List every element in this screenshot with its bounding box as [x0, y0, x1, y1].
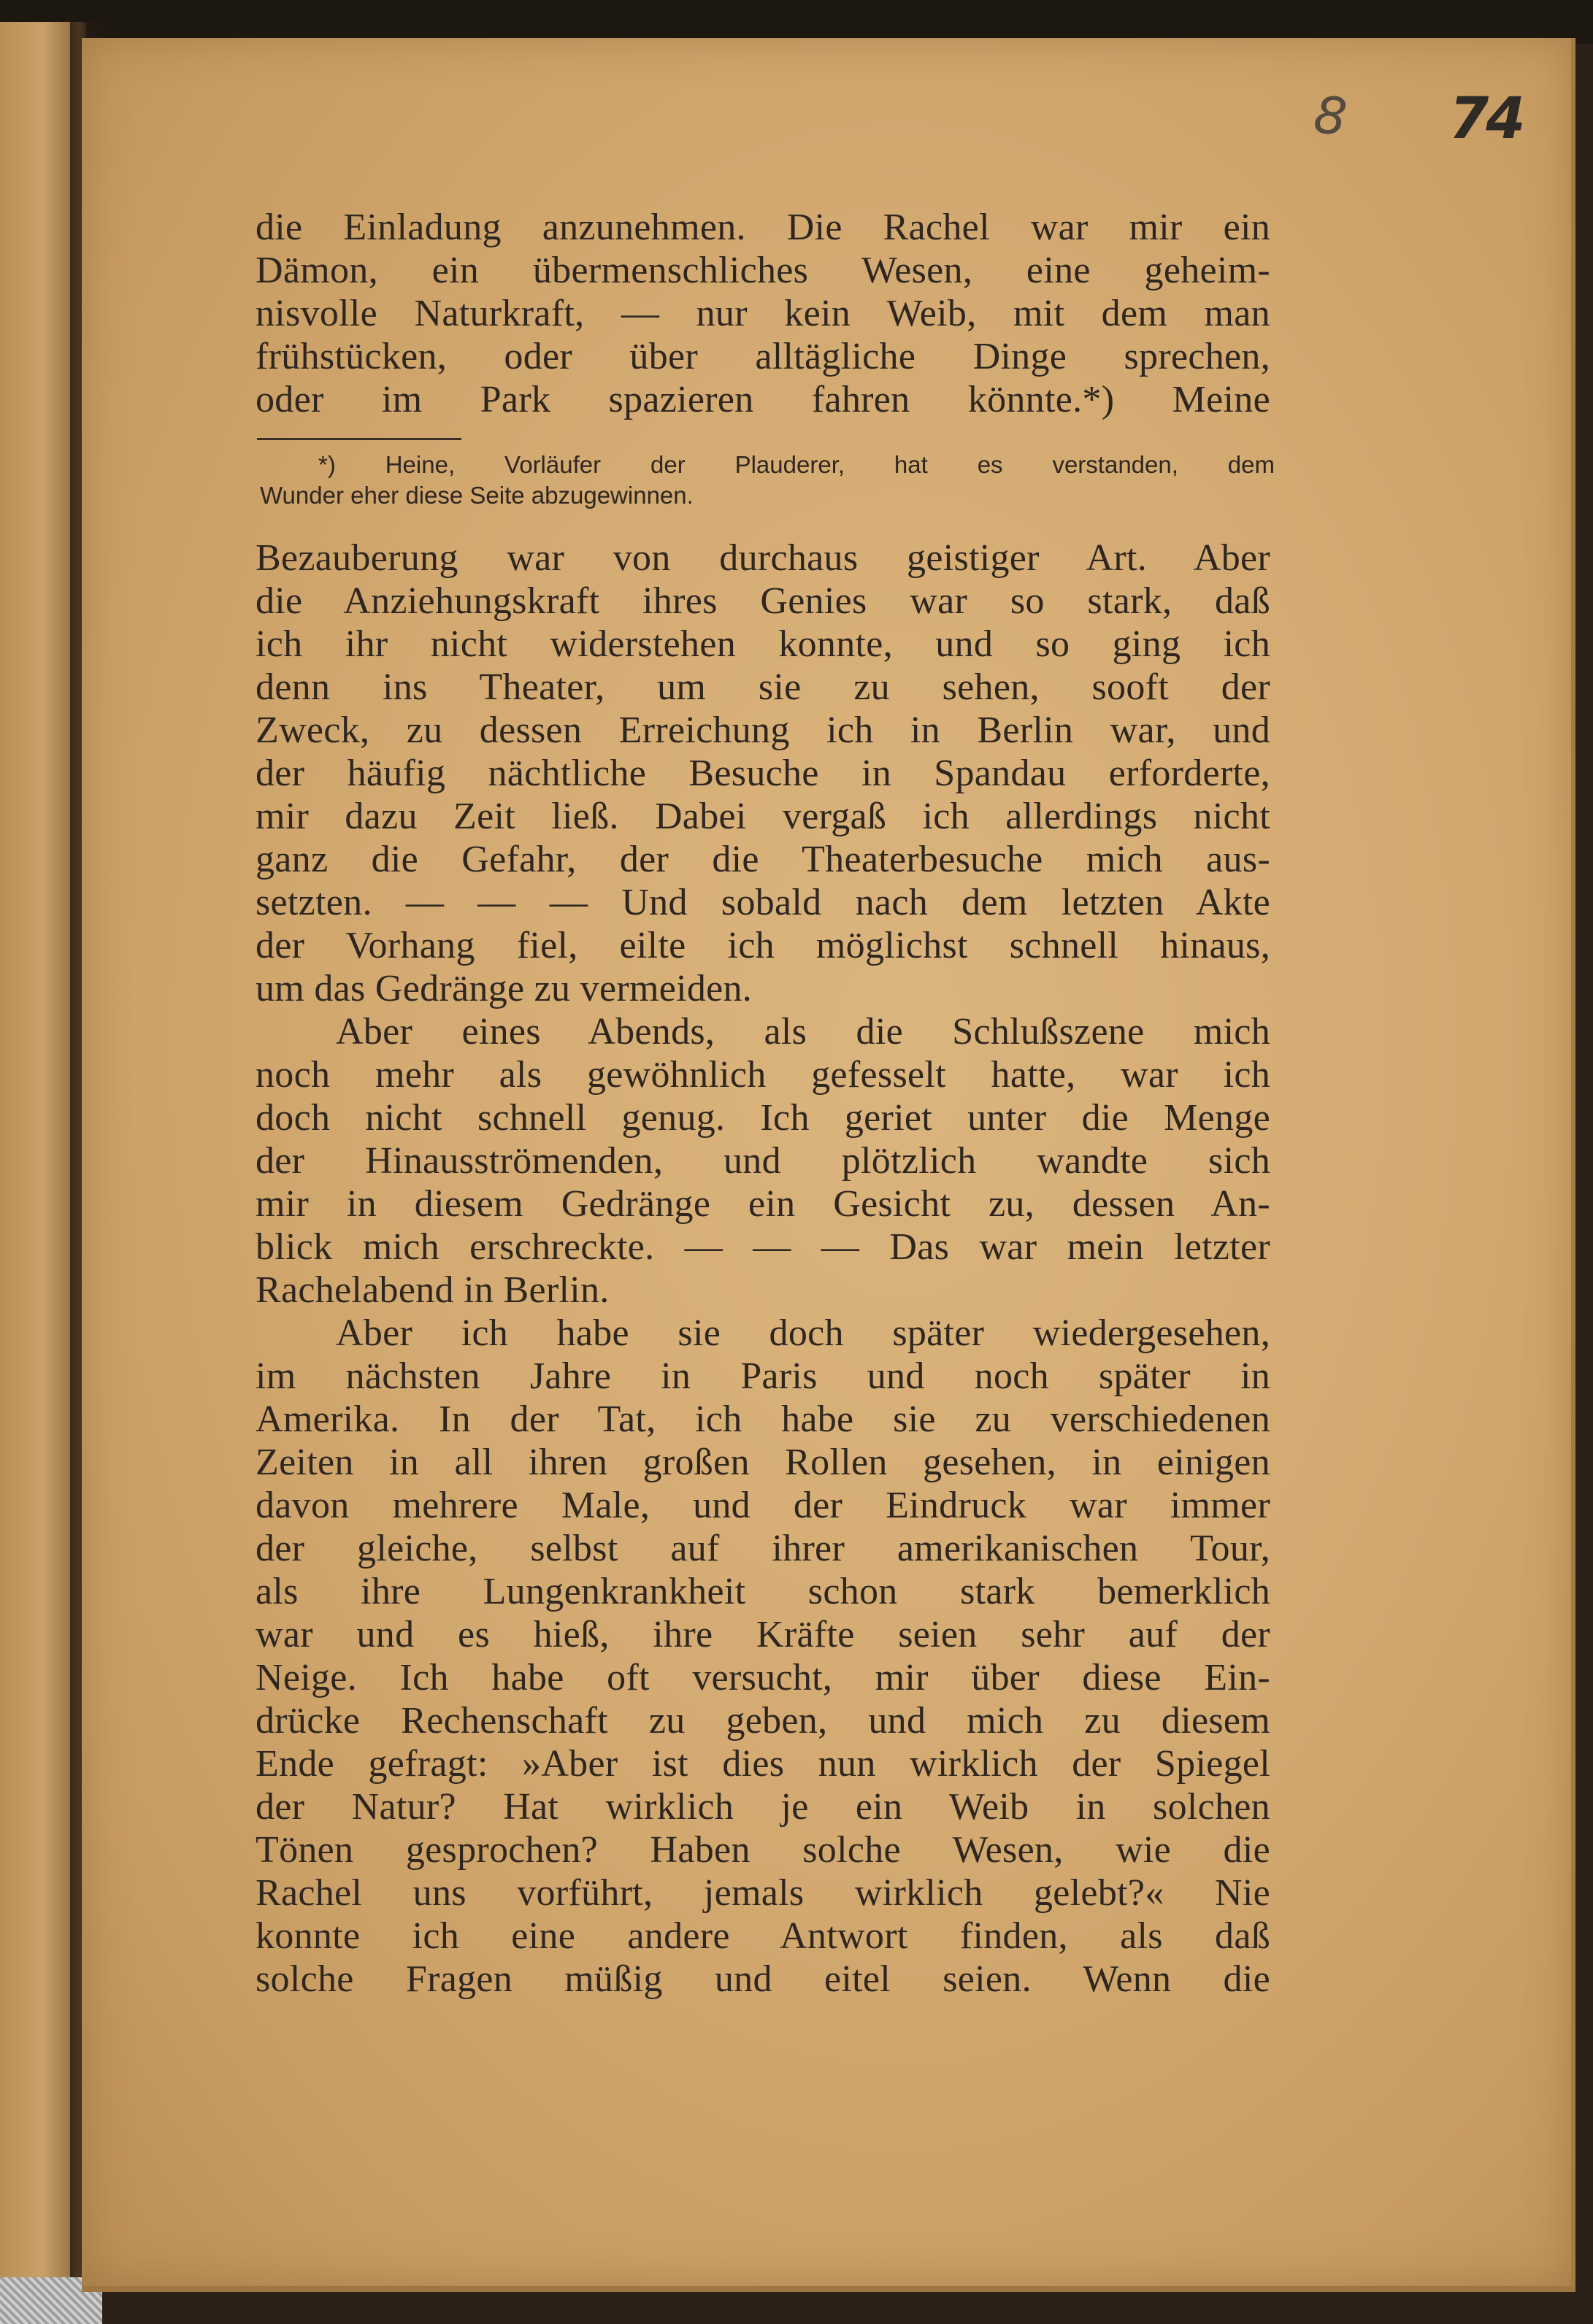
text-line: ich ihr nicht widerstehen konnte, und so ging ich [256, 623, 1270, 665]
text-line: oder im Park spazieren fahren könnte.*) Meine [256, 379, 1270, 420]
footnote-rule [257, 438, 461, 440]
text-line: Zeiten in all ihren großen Rollen gesehen, in einigen [256, 1442, 1270, 1483]
text-line: blick mich erschreckte. — — — Das war mein letzter [256, 1226, 1270, 1268]
pencil-page-number: 8 [1310, 84, 1350, 148]
text-line: die Anziehungskraft ihres Genies war so stark, daß [256, 580, 1270, 622]
text-line: Rachel uns vorführt, jemals wirklich gelebt?« Nie [256, 1872, 1270, 1914]
text-line: der Vorhang fiel, eilte ich möglichst schnell hinaus, [256, 925, 1270, 966]
text-line: davon mehrere Male, und der Eindruck war immer [256, 1485, 1270, 1526]
ink-page-number: 74 [1449, 86, 1523, 152]
text-line: noch mehr als gewöhnlich gefesselt hatte, war ich [256, 1054, 1270, 1096]
text-line: nisvolle Naturkraft, — nur kein Weib, mit dem man [256, 293, 1270, 334]
scan-background [0, 0, 1593, 44]
paragraph-first-line: Aber ich habe sie doch später wiedergesehen, [336, 1312, 1270, 1354]
text-line: solche Fragen müßig und eitel seien. Wenn die [256, 1958, 1270, 2000]
text-line: mir in diesem Gedränge ein Gesicht zu, dessen An- [256, 1183, 1270, 1225]
paragraph-first-line: Aber eines Abends, als die Schlußszene mich [336, 1011, 1270, 1053]
text-line: denn ins Theater, um sie zu sehen, sooft der [256, 666, 1270, 708]
text-line: Neige. Ich habe oft versucht, mir über diese Ein- [256, 1657, 1270, 1698]
text-line: Bezauberung war von durchaus geistiger Art. Aber [256, 537, 1270, 579]
text-line: Ende gefragt: »Aber ist dies nun wirklich der Spiegel [256, 1743, 1270, 1785]
text-line: der Natur? Hat wirklich je ein Weib in solchen [256, 1786, 1270, 1828]
text-line: im nächsten Jahre in Paris und noch später in [256, 1355, 1270, 1397]
footnote-line: *) Heine, Vorläufer der Plauderer, hat es verstanden, dem [318, 451, 1275, 478]
top-text-block [256, 206, 1270, 421]
footnote [260, 450, 1275, 511]
text-line: die Einladung anzunehmen. Die Rachel war mir ein [256, 207, 1270, 248]
text-line: der häufig nächtliche Besuche in Spandau erforderte, [256, 753, 1270, 794]
text-line: ganz die Gefahr, der die Theaterbesuche mich aus- [256, 839, 1270, 880]
text-line: der gleiche, selbst auf ihrer amerikanischen Tour, [256, 1528, 1270, 1569]
text-line: konnte ich eine andere Antwort finden, als daß [256, 1915, 1270, 1957]
text-line: Zweck, zu dessen Erreichung ich in Berlin war, und [256, 709, 1270, 751]
main-text-block [256, 536, 1270, 2001]
text-line: als ihre Lungenkrankheit schon stark bemerklich [256, 1571, 1270, 1612]
text-line: um das Gedränge zu vermeiden. [256, 968, 753, 1009]
text-line: mir dazu Zeit ließ. Dabei vergaß ich allerdings nicht [256, 796, 1270, 837]
text-line: Tönen gesprochen? Haben solche Wesen, wie die [256, 1829, 1270, 1871]
footnote-line: Wunder eher diese Seite abzugewinnen. [260, 482, 694, 509]
text-line: doch nicht schnell genug. Ich geriet unter die Menge [256, 1097, 1270, 1139]
text-line: war und es hieß, ihre Kräfte seien sehr auf der [256, 1614, 1270, 1655]
text-line: drücke Rechenschaft zu geben, und mich zu diesem [256, 1700, 1270, 1742]
text-line: Amerika. In der Tat, ich habe sie zu verschiedenen [256, 1398, 1270, 1440]
text-line: Dämon, ein übermenschliches Wesen, eine geheim- [256, 250, 1270, 291]
text-line: der Hinausströmenden, und plötzlich wandte sich [256, 1140, 1270, 1182]
text-line: setzten. — — — Und sobald nach dem letzten Akte [256, 882, 1270, 923]
text-line: Rachelabend in Berlin. [256, 1269, 610, 1311]
text-line: frühstücken, oder über alltägliche Dinge sprechen, [256, 336, 1270, 377]
